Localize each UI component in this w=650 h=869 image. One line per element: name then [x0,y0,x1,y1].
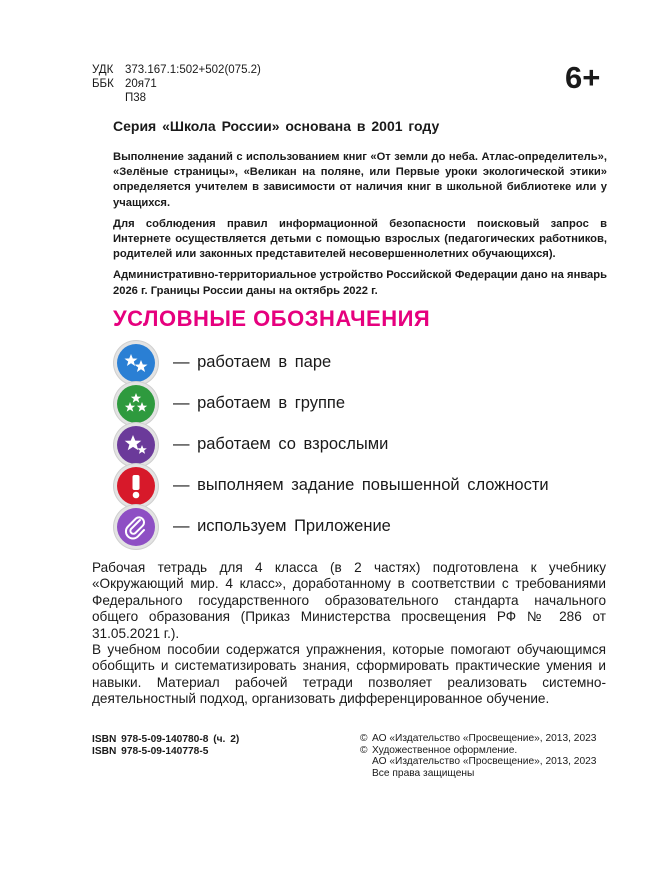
pair-stars-icon [117,344,155,382]
legend-text: — работаем со взрослыми [173,435,389,453]
classification-block [92,63,261,105]
group-stars-icon [117,385,155,423]
bbk-code: 20я71 [125,78,157,90]
copyright-symbol: © [360,733,368,744]
copyright-line: АО «Издательство «Просвещение», 2013, 2023 [372,733,597,744]
age-rating: 6+ [565,60,601,95]
exclamation-icon [117,467,155,505]
author-mark: П38 [125,92,147,104]
adults-stars-icon [117,426,155,464]
note-paragraph: Административно-территориальное устройство Российской Федерации дано на январь 2026 г. Границы России даны на октябрь 2022 г. [113,269,607,297]
udk-code: 373.167.1:502+502(075.2) [125,64,261,76]
copyright-symbol: © [360,744,368,756]
copyright-line: АО «Издательство «Просвещение», 2013, 2023 [372,756,597,767]
series-line: Серия «Школа России» основана в 2001 году [113,118,440,134]
note-paragraph: Выполнение заданий с использованием книг «От земли до неба. Атлас-определитель», «Зелёные страницы», «Великан на поляне, или Первые уроки экологической этики» определяется учителем в зависимости от наличия книг в школьной библиотеке или у учащихся. [113,151,607,209]
bbk-label: ББК [92,78,114,90]
description-paragraph: В учебном пособии содержатся упражнения, которые помогают обучающимся обобщить и систематизировать знания, сформировать практические умения и навыки. Материал рабочей тетради позволяет реализовать системно-деятельностный подход, организовать дифференцированное обучение. [92,642,606,707]
legend-item-adults [113,424,549,465]
legend-item-pair [113,342,549,383]
description-block [92,560,606,708]
paperclip-icon [117,508,155,546]
legend-text: — работаем в группе [173,394,346,412]
copyright-line: Художественное оформление. [372,744,518,756]
isbn-line: ISBN 978-5-09-140778-5 [92,745,209,757]
notes-block [113,150,607,305]
legend-item-group [113,383,549,424]
legend-text: — работаем в паре [173,353,332,371]
legend-list [113,342,549,547]
legend-text: — выполняем задание повышенной сложности [173,476,549,494]
legend-item-difficult [113,465,549,506]
udk-label: УДК [92,64,114,76]
copyright-line: Все права защищены [372,767,475,779]
legend-item-appendix [113,506,549,547]
legend-text: — используем Приложение [173,517,391,535]
note-paragraph: Для соблюдения правил информационной безопасности поисковый запрос в Интернете осуществляется детьми с помощью взрослых (педагогических работников, родителей или законных представителей несовершеннолетних обучающихся). [113,217,607,261]
legend-title: УСЛОВНЫЕ ОБОЗНАЧЕНИЯ [113,306,431,331]
isbn-line: ISBN 978-5-09-140780-8 (ч. 2) [92,734,240,745]
isbn-block [92,734,239,757]
copyright-block [360,733,596,779]
description-paragraph: Рабочая тетрадь для 4 класса (в 2 частях) подготовлена к учебнику «Окружающий мир. 4 класс», доработанному в соответствии с требованиями Федерального государственного образовательного стандарта начального общего образования (Приказ Министерства просвещения РФ № 286 от 31.05.2021 г.). [92,560,606,641]
